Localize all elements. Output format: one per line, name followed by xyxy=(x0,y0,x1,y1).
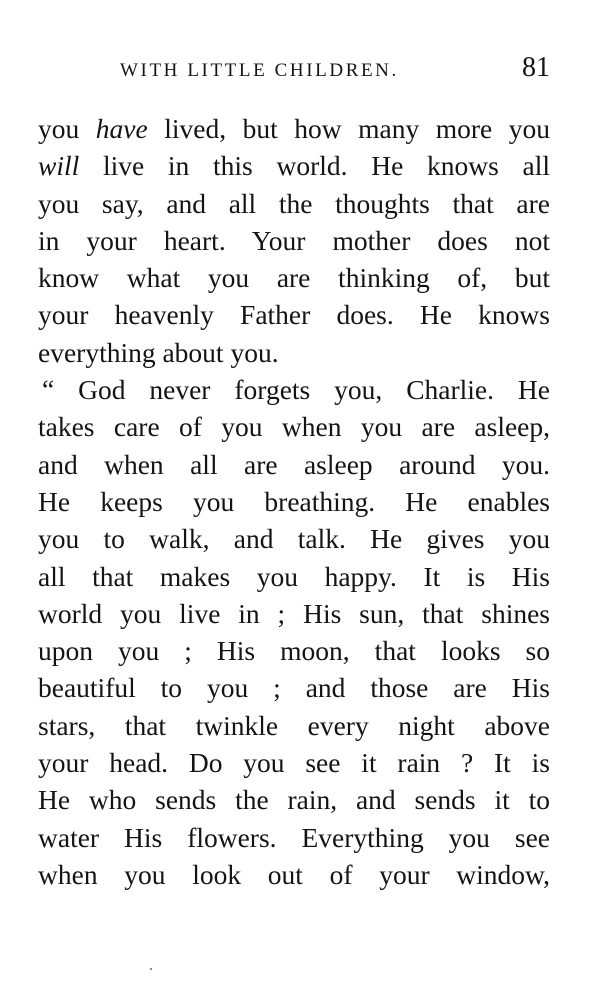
text-line: beautiful to you ; and those are His xyxy=(38,672,550,704)
text-line: He keeps you breathing. He enables xyxy=(38,485,550,517)
italic-word: will xyxy=(38,150,80,182)
text-line: and when all are asleep around you. xyxy=(38,448,550,480)
text-line: in your heart. Your mother does not xyxy=(38,224,550,256)
text-line: stars, that twinkle every night above xyxy=(38,709,550,741)
text-run: you xyxy=(38,113,96,144)
text-line: upon you ; His moon, that looks so xyxy=(38,635,550,667)
page-number: 81 xyxy=(522,52,550,83)
text-line: you say, and all the thoughts that are xyxy=(38,187,550,219)
running-head xyxy=(120,52,550,88)
text-run: live in this world. He knows all xyxy=(79,150,550,182)
running-title: WITH LITTLE CHILDREN. xyxy=(120,60,399,81)
text-run: lived, but how many more you xyxy=(147,113,550,144)
text-line: you to walk, and talk. He gives you xyxy=(38,523,550,555)
paragraph-start-line: “ God never forgets you, Charlie. He xyxy=(42,374,550,406)
text-line: takes care of you when you are asleep, xyxy=(38,411,550,443)
text-line: He who sends the rain, and sends it to xyxy=(38,784,550,816)
text-line: your head. Do you see it rain ? It is xyxy=(38,747,550,779)
paragraph-end-line: everything about you. xyxy=(38,336,279,368)
text-line: when you look out of your window, xyxy=(38,858,550,890)
text-line: your heavenly Father does. He knows xyxy=(38,299,550,331)
print-speck xyxy=(150,968,152,970)
text-line xyxy=(38,110,550,147)
body-text xyxy=(38,110,550,893)
text-line: all that makes you happy. It is His xyxy=(38,560,550,592)
text-line: world you live in ; His sun, that shines xyxy=(38,597,550,629)
text-line: water His flowers. Everything you see xyxy=(38,821,550,853)
italic-word: have xyxy=(95,113,148,144)
text-line: know what you are thinking of, but xyxy=(38,262,550,294)
text-line xyxy=(38,147,550,184)
